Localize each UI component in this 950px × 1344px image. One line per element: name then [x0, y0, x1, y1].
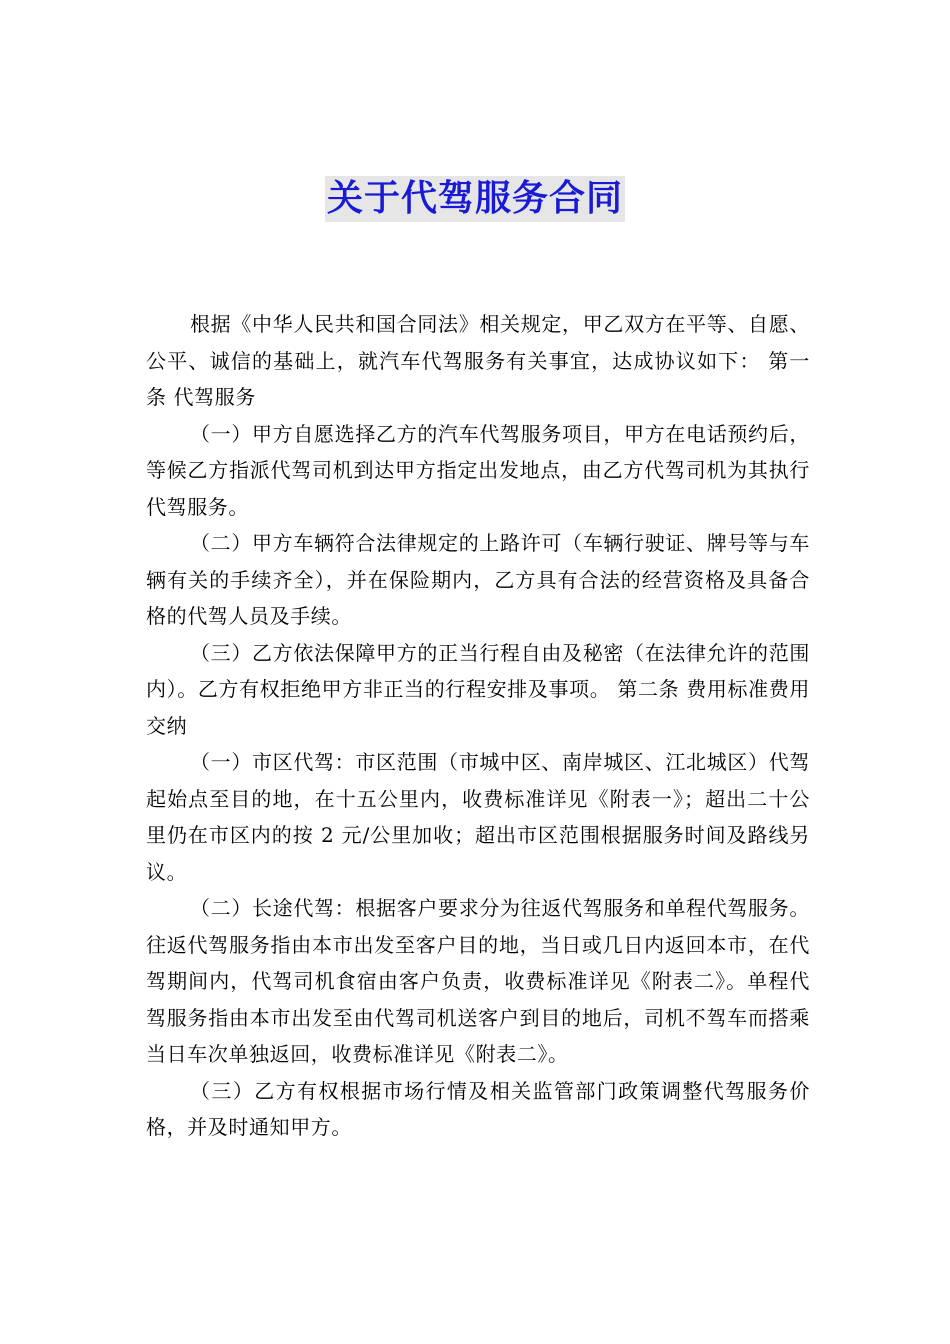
paragraph-clause-1-2: （二）甲方车辆符合法律规定的上路许可（车辆行驶证、牌号等与车辆有关的手续齐全），并在保险期内，乙方具有合法的经营资格及具备合格的代驾人员及手续。	[146, 531, 810, 628]
title-container	[0, 176, 950, 222]
paragraph-clause-2-3: （三）乙方有权根据市场行情及相关监管部门政策调整代驾服务价格，并及时通知甲方。	[146, 1078, 810, 1139]
paragraph-clause-2-1: （一）市区代驾：市区范围（市城中区、南岸城区、江北城区）代驾起始点至目的地，在十五公里内，收费标准详见《附表一》；超出二十公里仍在市区内的按 2 元/公里加收；超出市区范围根据服务时间及路线另议。	[146, 750, 810, 884]
paragraph-preamble: 根据《中华人民共和国合同法》相关规定，甲乙双方在平等、自愿、公平、诚信的基础上，就汽车代驾服务有关事宜，达成协议如下： 第一条 代驾服务	[146, 312, 810, 409]
document-title: 关于代驾服务合同	[325, 176, 625, 222]
paragraph-clause-1-1: （一）甲方自愿选择乙方的汽车代驾服务项目，甲方在电话预约后，等候乙方指派代驾司机到达甲方指定出发地点，由乙方代驾司机为其执行代驾服务。	[146, 421, 810, 519]
paragraph-clause-2-2: （二）长途代驾：根据客户要求分为往返代驾服务和单程代驾服务。往返代驾服务指由本市出发至客户目的地，当日或几日内返回本市，在代驾期间内，代驾司机食宿由客户负责，收费标准详见《附表二》。单程代驾服务指由本市出发至由代驾司机送客户到目的地后，司机不驾车而搭乘当日车次单独返回，收费标准详见《附表二》。	[146, 896, 810, 1066]
paragraph-clause-1-3: （三）乙方依法保障甲方的正当行程自由及秘密（在法律允许的范围内）。乙方有权拒绝甲方非正当的行程安排及事项。 第二条 费用标准费用交纳	[146, 640, 810, 738]
document-body	[146, 306, 810, 1146]
